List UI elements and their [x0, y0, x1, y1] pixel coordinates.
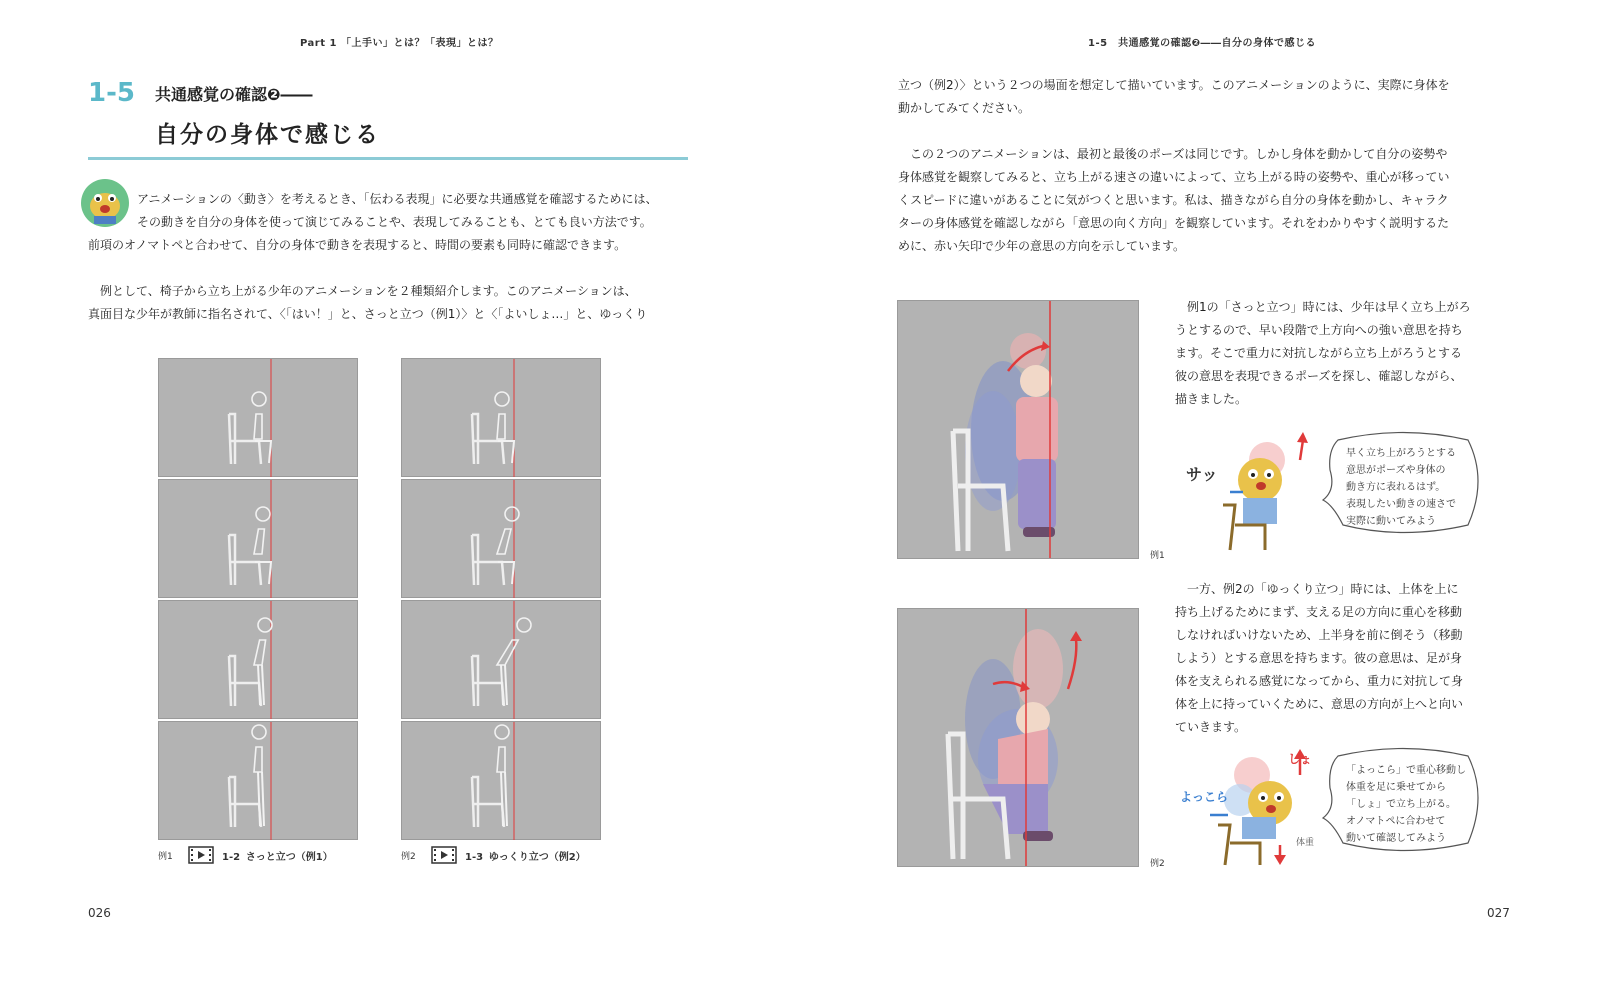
caption-tag: 例2	[401, 852, 416, 862]
caption-example-2	[401, 849, 416, 862]
boy-figure-icon	[159, 359, 359, 477]
example-2-frame-1	[401, 358, 601, 477]
bubble1-line-1: 早く立ち上がろうとする	[1346, 448, 1456, 459]
bubble2-line-1: 「よっこら」で重心移動し	[1346, 765, 1466, 776]
example-line-2: 真面目な少年が教師に指名されて、〈「はい！」と、さっと立つ（例1）〉と〈「よいしょ…」と、ゆっくり	[88, 307, 648, 321]
film-icon[interactable]	[431, 846, 457, 864]
ex2-line-7: ていきます。	[1175, 720, 1247, 734]
mascot-icon	[80, 178, 130, 228]
ex1-line-5: 描きました。	[1175, 392, 1248, 406]
bubble2-line-5: 動いて確認してみよう	[1346, 833, 1446, 844]
caption-example-1	[158, 849, 173, 862]
caption-code: 1-2	[222, 852, 241, 863]
caption-code: 1-3	[465, 852, 484, 863]
ex2-line-2: 持ち上げるためにまず、支える足の方向に重心を移動	[1175, 605, 1463, 619]
ex1-line-1: 例1の「さっと立つ」時には、少年は早く立ち上がろ	[1175, 300, 1471, 314]
top-line-1: 立つ（例2）〉という２つの場面を想定して描いています。このアニメーションのように、実際に身体を	[898, 78, 1450, 92]
boy-figure-icon	[898, 301, 1138, 558]
para2-line-1: この２つのアニメーションは、最初と最後のポーズは同じです。しかし身体を動かして自分の姿勢や	[898, 147, 1448, 161]
bubble1-line-3: 動き方に表れるはず。	[1346, 482, 1446, 493]
bubble1-line-5: 実際に動いてみよう	[1346, 516, 1436, 527]
caption-video-1[interactable]	[222, 848, 333, 863]
sfx-sa: サッ	[1186, 465, 1218, 484]
example-1-frame-1	[158, 358, 358, 477]
boy-figure-icon	[159, 601, 359, 719]
bubble2-line-3: 「しょ」で立ち上がる。	[1346, 799, 1456, 810]
example-2-frame-4	[401, 721, 601, 840]
bubble2-line-4: オノマトペに合わせて	[1346, 816, 1446, 827]
example-1-frame-3	[158, 600, 358, 719]
film-icon[interactable]	[188, 846, 214, 864]
fig-label-2: 例2	[1150, 859, 1165, 869]
ex1-line-2: うとするので、早い段階で上方向への強い意思を持ち	[1175, 323, 1463, 337]
example-1-frame-4	[158, 721, 358, 840]
right-page-number: 027	[1487, 906, 1510, 920]
ex1-line-3: ます。そこで重力に対抗しながら立ち上がろうとする	[1175, 346, 1463, 360]
boy-figure-icon	[159, 722, 359, 840]
caption-tag: 例1	[158, 852, 173, 862]
bubble1-line-4: 表現したい動きの速さで	[1346, 499, 1456, 510]
example-line-1: 例として、椅子から立ち上がる少年のアニメーションを２種類紹介します。このアニメーションは、	[88, 284, 637, 298]
right-running-head: 1-5 共通感覚の確認❷――自分の身体で感じる	[1088, 38, 1317, 49]
ex2-line-6: 体を上に持っていくために、意思の方向が上へと向い	[1175, 697, 1464, 711]
left-page-number: 026	[88, 906, 111, 920]
boy-figure-icon	[898, 609, 1138, 866]
fig-label-1: 例1	[1150, 551, 1165, 561]
caption-text: ゆっくり立つ（例2）	[488, 852, 586, 863]
figure-example-1	[897, 300, 1139, 559]
bubble1-line-2: 意思がポーズや身体の	[1346, 465, 1446, 476]
figure-example-2	[897, 608, 1139, 867]
example-2-frame-3	[401, 600, 601, 719]
ex2-line-3: しなければいけないため、上半身を前に倒そう（移動	[1175, 628, 1463, 642]
left-running-head: Part 1 「上手い」とは？「表現」とは？	[300, 38, 499, 49]
para2-line-2: 身体感覚を観察してみると、立ち上がる速さの違いによって、立ち上がる時の姿勢や、重心が移ってい	[898, 170, 1450, 184]
sfx-yokkora: よっこら	[1180, 790, 1229, 804]
ex1-line-4: 彼の意思を表現できるポーズを探し、確認しながら、	[1175, 369, 1463, 383]
top-line-2: 動かしてみてください。	[898, 101, 1031, 115]
ex2-line-4: しよう）とする意思を持ちます。彼の意思は、足が身	[1175, 651, 1463, 665]
caption-video-2[interactable]	[465, 848, 586, 863]
para2-line-5: めに、赤い矢印で少年の意思の方向を示しています。	[898, 239, 1186, 253]
ex2-line-1: 一方、例2の「ゆっくり立つ」時には、上体を上に	[1175, 582, 1459, 596]
intro-line-1: アニメーションの〈動き〉を考えるとき、「伝わる表現」に必要な共通感覚を確認するためには、	[137, 192, 658, 206]
mascot-icon	[1185, 430, 1325, 555]
section-title: 自分の身体で感じる	[155, 122, 380, 148]
para2-line-4: ターの身体感覚を確認しながら「意思の向く方向」を観察しています。それをわかりやすく説明するた	[898, 216, 1450, 230]
intro-line-3: 前項のオノマトペと合わせて、自分の身体で動きを表現すると、時間の要素も同時に確認できます。	[88, 238, 627, 252]
example-2-frame-2	[401, 479, 601, 598]
boy-figure-icon	[402, 359, 602, 477]
sfx-taiju: 体重	[1296, 838, 1315, 848]
boy-figure-icon	[402, 480, 602, 598]
ex2-line-5: 体を支えられる感覚になってから、重力に対抗して身	[1175, 674, 1464, 688]
section-number: 1-5	[88, 78, 135, 108]
para2-line-3: くスピードに違いがあることに気がつくと思います。私は、描きながら自分の身体を動かし、キャラク	[898, 193, 1449, 207]
title-underline	[88, 157, 688, 160]
sfx-sho: しょ	[1288, 752, 1313, 766]
bubble2-line-2: 体重を足に乗せてから	[1346, 782, 1446, 793]
example-1-frame-2	[158, 479, 358, 598]
boy-figure-icon	[402, 722, 602, 840]
boy-figure-icon	[159, 480, 359, 598]
boy-figure-icon	[402, 601, 602, 719]
intro-line-2: その動きを自分の身体を使って演じてみることや、表現してみることも、とても良い方法です。	[137, 215, 652, 229]
section-subtitle: 共通感覚の確認❷――	[155, 85, 313, 104]
caption-text: さっと立つ（例1）	[245, 852, 333, 863]
